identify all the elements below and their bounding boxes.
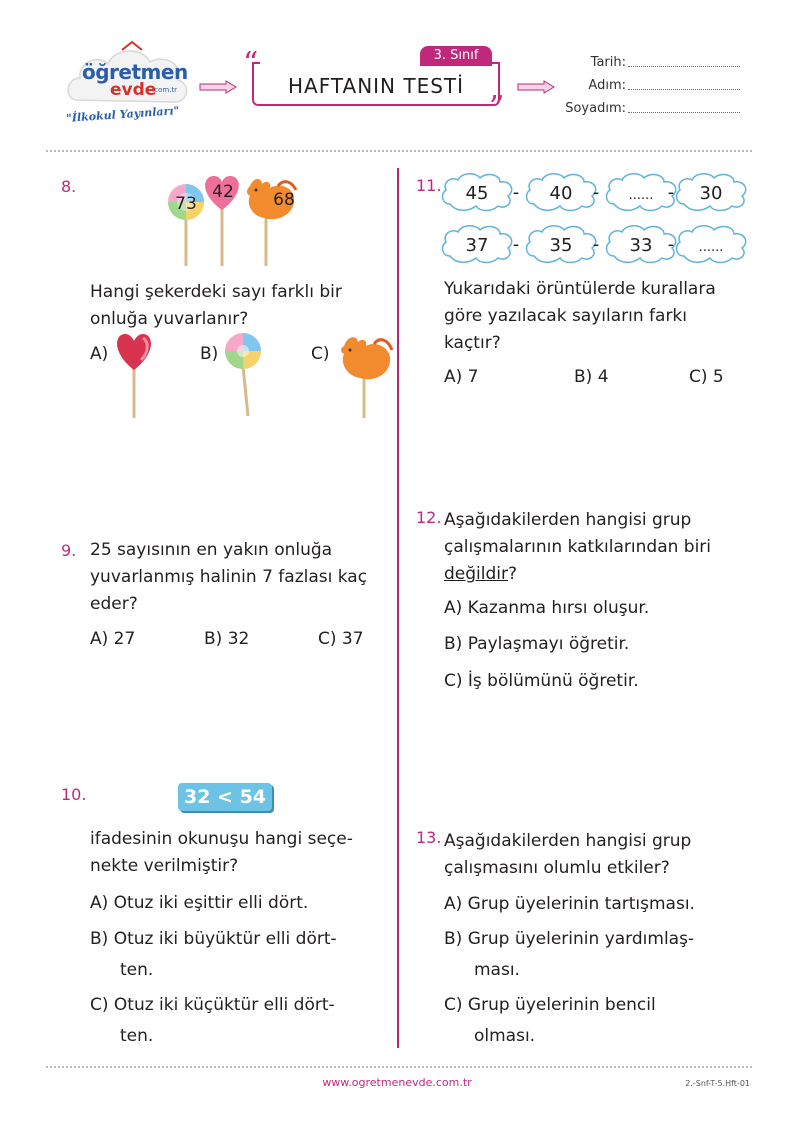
candy-group [160, 172, 310, 268]
option-text-line: B) Otuz iki büyüktür elli dört- [90, 929, 337, 949]
question-text [90, 537, 367, 618]
question-text-line: ifadesinin okunuşu hangi seçe- [90, 829, 353, 849]
close-quote-icon: ” [489, 90, 505, 125]
option-a[interactable] [90, 890, 308, 917]
pattern-value: 30 [699, 183, 723, 204]
footer-code: 2.-Snf-T-5.Hft-01 [685, 1079, 750, 1088]
surname-label: Soyadım: [565, 101, 626, 116]
question-number: 8. [61, 177, 77, 196]
grade-badge: 3. Sınıf [420, 46, 492, 66]
question-mark: ? [508, 564, 518, 584]
pattern-value: 45 [465, 183, 489, 204]
question-text-line: yuvarlanmış halinin 7 fazlası kaç [90, 567, 368, 587]
option-b[interactable]: B) [200, 344, 219, 364]
option-a[interactable]: A) 27 [90, 629, 136, 649]
arrow-right-icon [516, 80, 556, 94]
option-b[interactable] [444, 926, 694, 984]
question-text-line: eder? [90, 594, 138, 614]
question-number: 9. [61, 541, 77, 560]
footer-url[interactable]: www.ogretmenevde.com.tr [322, 1076, 472, 1089]
option-c[interactable]: C) İş bölümünü öğretir. [444, 671, 639, 691]
pattern-value: 40 [549, 183, 573, 204]
option-text-line: A) Grup üyelerinin tartışması. [444, 894, 695, 914]
question-text [444, 828, 691, 882]
question-text-line: çalışmalarının katkılarından biri [444, 537, 712, 557]
footer-divider [46, 1066, 752, 1068]
expression-text: 32 < 54 [183, 786, 267, 808]
question-number: 11. [416, 176, 442, 195]
question-number: 13. [416, 828, 442, 847]
open-quote-icon: “ [243, 46, 259, 81]
option-text-line: B) Grup üyelerinin yardımlaş- [444, 929, 695, 949]
option-c[interactable]: C) [311, 344, 330, 364]
expression-badge [178, 783, 272, 811]
heart-candy-icon [113, 332, 155, 420]
rooster-candy-icon [334, 332, 394, 420]
question-text-line: çalışmasını olumlu etkiler? [444, 858, 670, 878]
question-text [90, 826, 353, 880]
question-text [444, 276, 716, 357]
name-field[interactable] [628, 80, 740, 90]
candy-value: 68 [273, 190, 295, 210]
question-text-line: onluğa yuvarlanır? [90, 309, 249, 329]
option-b[interactable] [90, 926, 337, 984]
option-b[interactable]: B) 4 [574, 367, 609, 387]
logo-tagline: "İlkokul Yayınları" [65, 104, 180, 125]
date-field[interactable] [628, 57, 740, 67]
pattern-value: 35 [549, 235, 573, 256]
header-divider [46, 150, 752, 152]
option-text-line: A) Otuz iki eşittir elli dört. [90, 893, 309, 913]
surname-field[interactable] [628, 103, 740, 113]
option-c[interactable] [90, 992, 335, 1050]
option-c[interactable]: C) 5 [689, 367, 724, 387]
question-text-line: 25 sayısının en yakın onluğa [90, 540, 333, 560]
pattern-value: 37 [465, 235, 489, 256]
pattern-separator: - [592, 182, 600, 203]
option-text-line: C) Grup üyelerinin bencil [444, 995, 656, 1015]
lollipop-icon [222, 330, 264, 418]
pattern-separator: - [512, 182, 520, 203]
option-text-line: C) Otuz iki küçüktür elli dört- [90, 995, 335, 1015]
option-a[interactable]: A) Kazanma hırsı oluşur. [444, 598, 650, 618]
question-text [90, 279, 342, 333]
option-a[interactable]: A) 7 [444, 367, 479, 387]
question-text-line: nekte verilmiştir? [90, 856, 239, 876]
option-text-line: olması. [474, 1026, 536, 1046]
pattern-blank[interactable]: ...... [628, 188, 654, 203]
option-a[interactable]: A) [90, 344, 109, 364]
question-text-line: göre yazılacak sayıların farkı [444, 306, 687, 326]
question-text-line: Aşağıdakilerden hangisi grup [444, 510, 692, 530]
question-number: 10. [61, 785, 87, 804]
logo [64, 40, 194, 130]
option-text-line: ten. [120, 960, 154, 980]
date-label: Tarih: [590, 55, 626, 70]
pattern-blank[interactable]: ...... [698, 240, 724, 255]
name-label: Adım: [588, 78, 626, 93]
title-frame-right-top [492, 62, 500, 64]
question-text-line [444, 561, 711, 588]
question-text-line: kaçtır? [444, 333, 501, 353]
pattern-rows [438, 170, 748, 266]
option-c[interactable]: C) 37 [318, 629, 364, 649]
emphasized-word: değildir [444, 564, 508, 584]
pattern-separator: - [512, 234, 520, 255]
logo-domain: .com.tr [152, 86, 178, 94]
option-text-line: ması. [474, 960, 520, 980]
question-text-line: Yukarıdaki örüntülerde kurallara [444, 279, 716, 299]
option-b[interactable]: B) Paylaşmayı öğretir. [444, 634, 630, 654]
logo-text-ogretmen: öğretmen [82, 60, 188, 84]
question-text-line: Hangi şekerdeki sayı farklı bir [90, 282, 342, 302]
page-title: HAFTANIN TESTİ [287, 74, 465, 98]
logo-text-evde: evde [110, 80, 157, 100]
question-text [444, 507, 711, 588]
option-a[interactable] [444, 891, 695, 918]
column-divider [397, 168, 399, 1048]
arrow-right-icon [198, 80, 238, 94]
candy-value: 42 [212, 182, 234, 202]
candy-value: 73 [175, 194, 197, 214]
pattern-separator: - [592, 234, 600, 255]
option-c[interactable] [444, 992, 656, 1050]
pattern-separator: - [667, 182, 675, 203]
option-b[interactable]: B) 32 [204, 629, 250, 649]
pattern-separator: - [667, 234, 675, 255]
question-text-line: Aşağıdakilerden hangisi grup [444, 831, 692, 851]
option-text-line: ten. [120, 1026, 154, 1046]
question-number: 12. [416, 508, 442, 527]
pattern-value: 33 [629, 235, 653, 256]
